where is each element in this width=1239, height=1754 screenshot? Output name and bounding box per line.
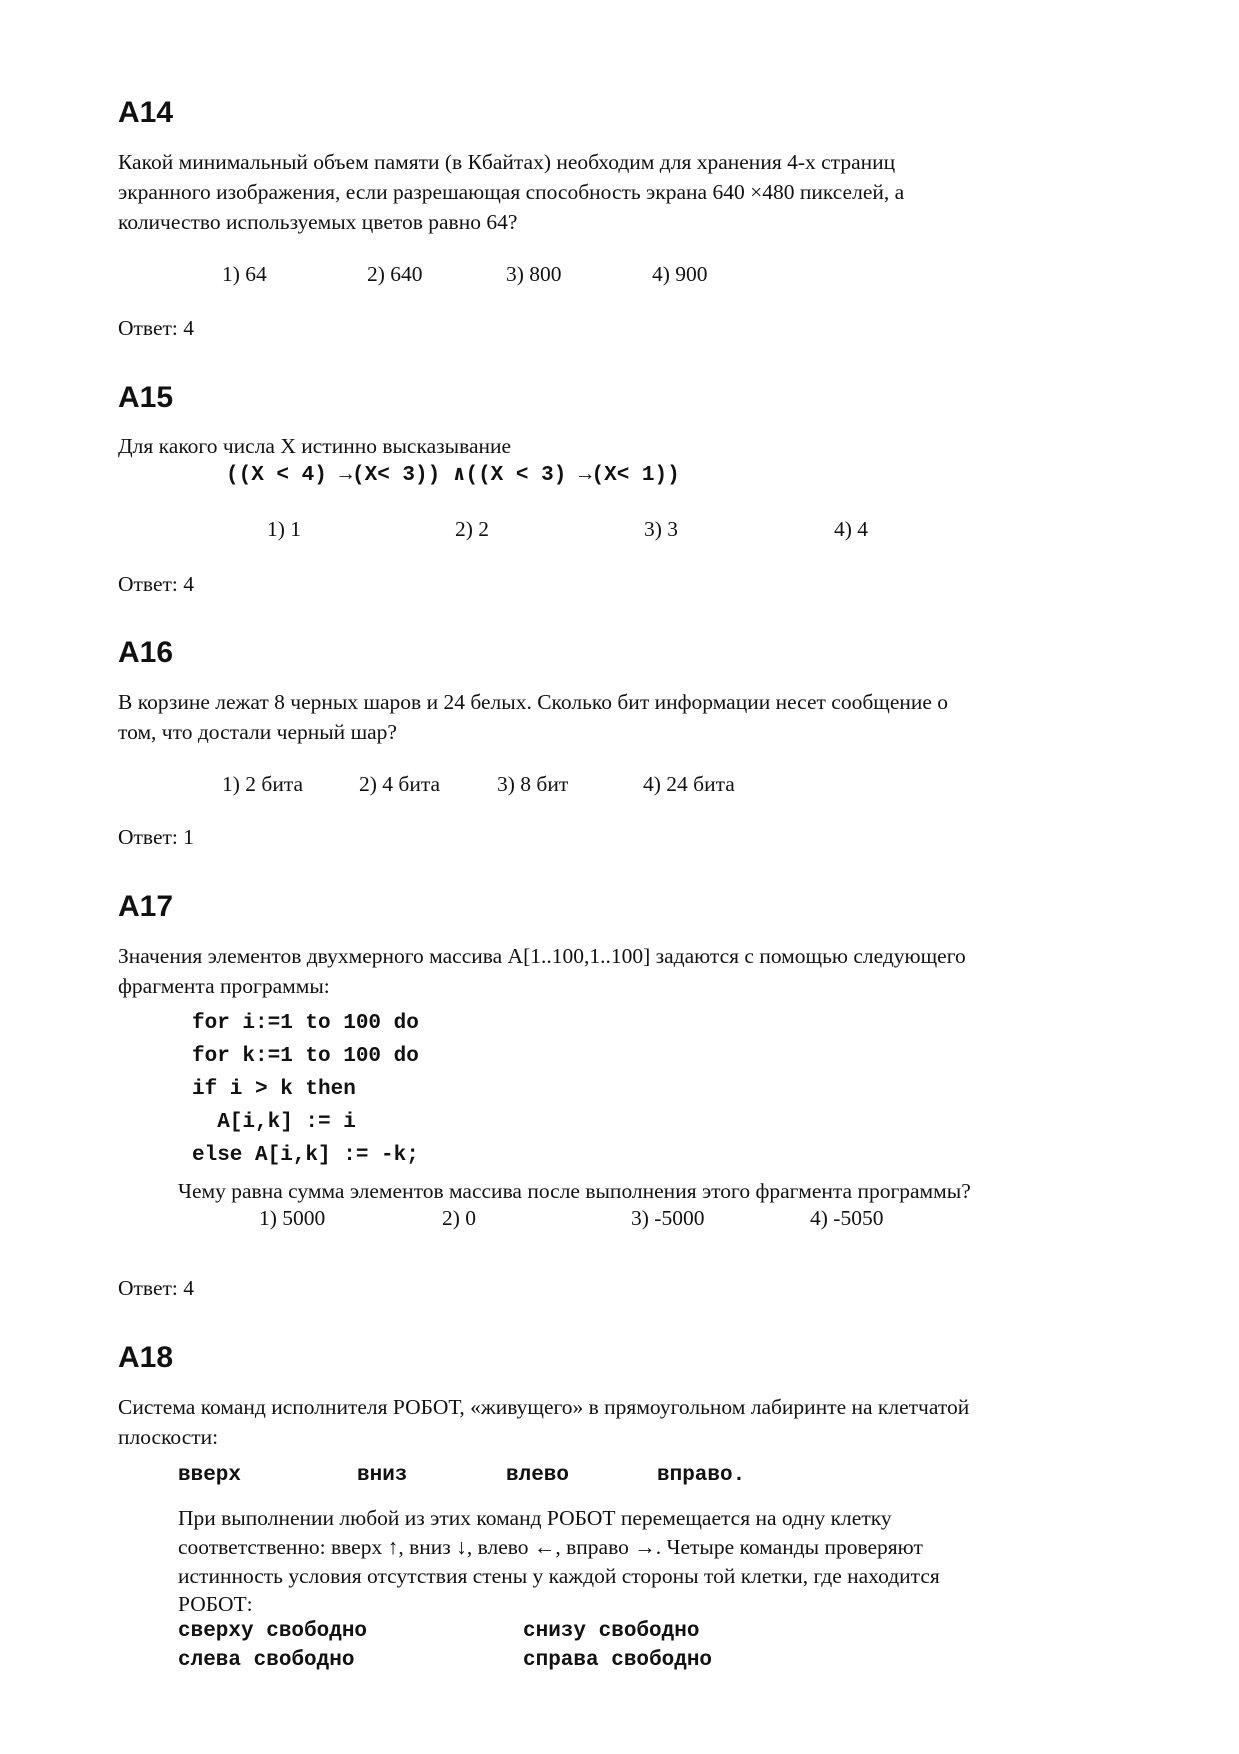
robot-command: влево: [506, 1464, 570, 1487]
question-a17-option: 2) 0: [442, 1206, 477, 1230]
robot-condition: сверху свободно: [178, 1620, 368, 1643]
question-a17-code-line: A[i,k] := i: [192, 1111, 356, 1134]
robot-command: вверх: [178, 1464, 242, 1487]
question-a14-option: 1) 64: [222, 262, 267, 286]
question-a15-answer: Ответ: 4: [118, 572, 194, 596]
question-a17-option: 3) -5000: [631, 1206, 705, 1230]
question-a17-answer: Ответ: 4: [118, 1276, 194, 1300]
question-a15-option: 1) 1: [267, 517, 302, 541]
question-a16-option: 1) 2 бита: [222, 772, 304, 796]
question-a17-question: Чему равна сумма элементов массива после выполнения этого фрагмента программы?: [178, 1179, 971, 1203]
question-a18-description-line: При выполнении любой из этих команд РОБОТ перемещается на одну клетку: [178, 1506, 892, 1530]
robot-condition: слева свободно: [178, 1649, 355, 1672]
question-a14-text-line: экранного изображения, если разрешающая способность экрана 640 ×480 пикселей, а: [118, 180, 905, 204]
question-a17-code-line: else A[i,k] := -k;: [192, 1144, 419, 1167]
question-a17-text-line: фрагмента программы:: [118, 974, 330, 998]
question-a16-heading: A16: [118, 636, 174, 669]
question-a15-heading: A15: [118, 381, 174, 414]
question-a14-option: 4) 900: [652, 262, 708, 286]
question-a17-text-line: Значения элементов двухмерного массива A[1..100,1..100] задаются с помощью следующего: [118, 944, 966, 968]
question-a14-answer: Ответ: 4: [118, 316, 194, 340]
question-a17-option: 1) 5000: [259, 1206, 326, 1230]
question-a14-heading: A14: [118, 96, 174, 129]
question-a17-code-line: if i > k then: [192, 1078, 356, 1101]
question-a17-code-line: for i:=1 to 100 do: [192, 1012, 419, 1035]
question-a18-heading: A18: [118, 1341, 174, 1374]
question-a17-code-line: for k:=1 to 100 do: [192, 1045, 419, 1068]
question-a15-option: 3) 3: [644, 517, 679, 541]
robot-condition: справа свободно: [523, 1649, 713, 1672]
question-a14-text-line: количество используемых цветов равно 64?: [118, 210, 518, 234]
question-a18-description-line: соответственно: вверх ↑, вниз ↓, влево ←, вправо →. Четыре команды проверяют: [178, 1535, 923, 1559]
question-a14-option: 2) 640: [367, 262, 423, 286]
question-a16-option: 4) 24 бита: [643, 772, 735, 796]
question-a16-text-line: В корзине лежат 8 черных шаров и 24 белых. Сколько бит информации несет сообщение о: [118, 690, 949, 714]
question-a17-option: 4) -5050: [810, 1206, 884, 1230]
question-a14-option: 3) 800: [506, 262, 562, 286]
question-a16-text-line: том, что достали черный шар?: [118, 720, 397, 744]
question-a15-option: 2) 2: [455, 517, 490, 541]
robot-condition: снизу свободно: [523, 1620, 700, 1643]
question-a15-text: Для какого числа X истинно высказывание: [118, 434, 512, 458]
question-a17-heading: A17: [118, 890, 174, 923]
question-a18-description-line: РОБОТ:: [178, 1592, 253, 1616]
question-a18-description-line: истинность условия отсутствия стены у каждой стороны той клетки, где находится: [178, 1564, 940, 1588]
question-a18-text-line: плоскости:: [118, 1425, 219, 1449]
robot-command: вниз: [357, 1464, 408, 1487]
question-a14-text-line: Какой минимальный объем памяти (в Кбайтах) необходим для хранения 4-х страниц: [118, 150, 896, 174]
question-a16-option: 3) 8 бит: [497, 772, 569, 796]
robot-command: вправо.: [657, 1464, 746, 1487]
question-a16-option: 2) 4 бита: [359, 772, 441, 796]
question-a15-option: 4) 4: [834, 517, 869, 541]
question-a15-formula: ((X < 4) →(X< 3)) ∧((X < 3) →(X< 1)): [226, 464, 680, 487]
question-a16-answer: Ответ: 1: [118, 825, 194, 849]
question-a18-text-line: Система команд исполнителя РОБОТ, «живущего» в прямоугольном лабиринте на клетчатой: [118, 1395, 970, 1419]
